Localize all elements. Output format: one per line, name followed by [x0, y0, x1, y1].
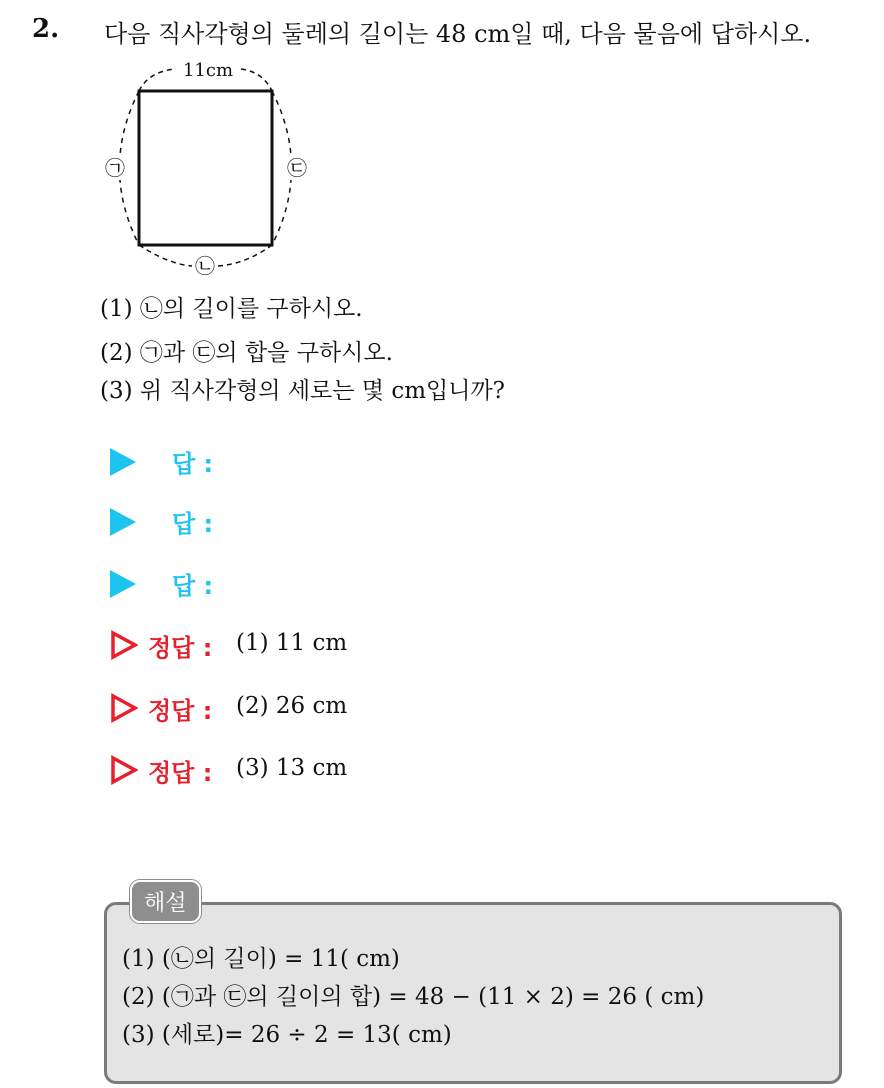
- subquestion-2: (2) ㉠과 ㉢의 합을 구하시오.: [100, 340, 393, 366]
- rectangle-figure: [98, 58, 318, 280]
- answer-label: 답 :: [172, 572, 214, 600]
- bottom-dashed-arc-right: [218, 245, 272, 266]
- outline-triangle-icon: [110, 693, 138, 723]
- subquestion-3: (3) 위 직사각형의 세로는 몇 cm입니까?: [100, 378, 505, 404]
- correct-answer-value: (3) 13 cm: [236, 755, 348, 781]
- top-dashed-arc-left: [139, 69, 175, 91]
- rectangle-shape: [139, 91, 272, 245]
- outline-triangle-icon: [110, 630, 138, 660]
- correct-answer-value: (2) 26 cm: [236, 693, 348, 719]
- correct-answer-label: 정답 :: [148, 697, 213, 725]
- explanation-line-1: (1) (㉡의 길이) = 11( cm): [122, 946, 400, 972]
- explanation-line-2: (2) (㉠과 ㉢의 길이의 합) = 48 − (11 × 2) = 26 ( cm): [122, 984, 705, 1010]
- outline-triangle-icon: [110, 755, 138, 785]
- explanation-line-3: (3) (세로)= 26 ÷ 2 = 13( cm): [122, 1022, 452, 1048]
- question-number: 2.: [32, 14, 60, 44]
- subquestion-1: (1) ㉡의 길이를 구하시오.: [100, 296, 363, 322]
- explanation-tag: 해설: [130, 880, 201, 923]
- play-arrow-icon: [110, 570, 136, 598]
- left-side-label: ㉠: [105, 156, 125, 180]
- answer-label: 답 :: [172, 450, 214, 478]
- bottom-side-label: ㉡: [195, 254, 215, 278]
- question-text: 다음 직사각형의 둘레의 길이는 48 cm일 때, 다음 물음에 답하시오.: [104, 20, 812, 48]
- play-arrow-icon: [110, 448, 136, 476]
- answer-label: 답 :: [172, 510, 214, 538]
- bottom-dashed-arc-left: [139, 245, 192, 266]
- right-side-label: ㉢: [287, 156, 307, 180]
- top-dashed-arc-right: [241, 69, 272, 91]
- top-length-label: 11cm: [182, 60, 234, 81]
- correct-answer-value: (1) 11 cm: [236, 630, 348, 656]
- correct-answer-label: 정답 :: [148, 759, 213, 787]
- correct-answer-label: 정답 :: [148, 634, 213, 662]
- play-arrow-icon: [110, 508, 136, 536]
